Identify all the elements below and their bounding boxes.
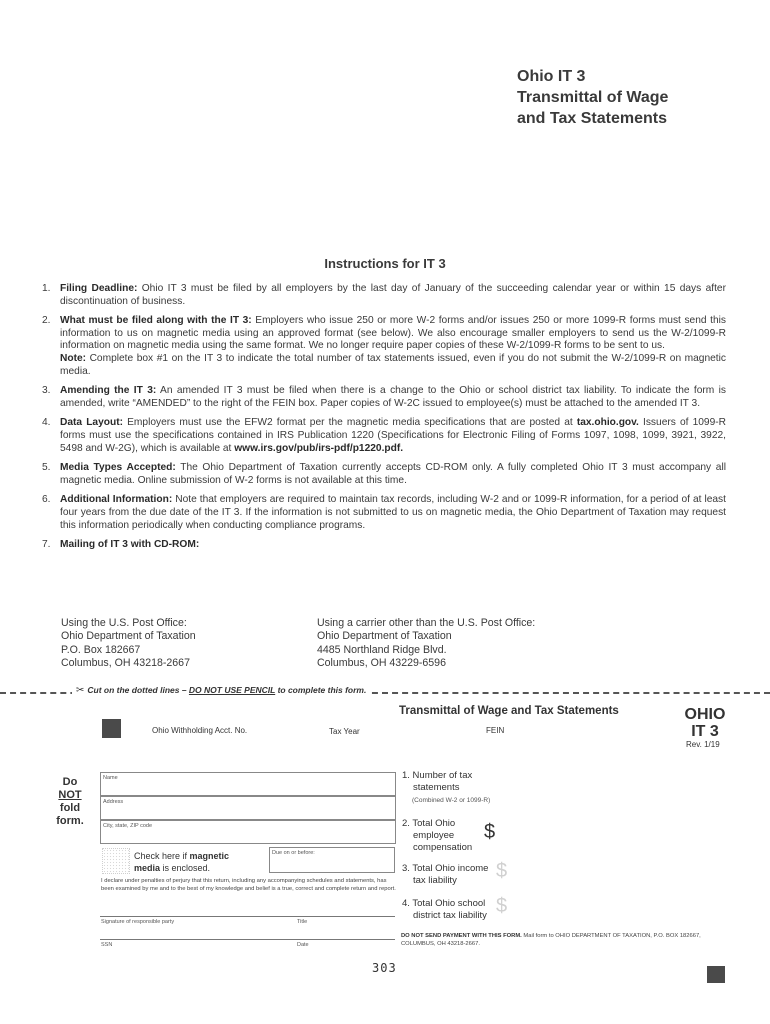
- address-line: Columbus, OH 43229-6596: [317, 657, 446, 670]
- item-lead: Filing Deadline:: [60, 283, 138, 294]
- instruction-item: [42, 315, 726, 378]
- address-line: Columbus, OH 43218-2667: [61, 657, 190, 670]
- box3-label: 3. Total Ohio income tax liability: [402, 863, 489, 886]
- item-text: Ohio IT 3 must be filed by all employers by the last day of January of the succeeding calendar year or within 15 days after discontinuation of business.: [60, 283, 726, 307]
- due-label: Due on or before:: [272, 850, 315, 856]
- fein-label: FEIN: [486, 726, 505, 735]
- item-number: 5.: [42, 462, 51, 474]
- box4-label: 4. Total Ohio school district tax liability: [402, 898, 487, 921]
- instruction-item: [42, 283, 726, 308]
- item-text: An amended IT 3 must be filed when there is a change to the Ohio or school district tax liability. To indicate the form is amended, write “AMENDED” to the right of the FEIN box. Paper copies of W-2C issued to employee(s) must be attached to the amended IT 3.: [60, 385, 726, 409]
- item-number: 6.: [42, 494, 51, 506]
- address-line: Ohio Department of Taxation: [317, 630, 452, 643]
- due-date-field[interactable]: [269, 847, 395, 873]
- instruction-item: [42, 417, 726, 455]
- address-carrier: [317, 617, 535, 671]
- title-line: Transmittal of Wage: [517, 89, 669, 106]
- registration-mark: [102, 719, 121, 738]
- item-text: The Ohio Department of Taxation currently accepts CD-ROM only. A fully completed Ohio IT 3 must accompany all magnetic media. Online submission of W-2 forms is not available at this time.: [60, 462, 726, 486]
- cut-instruction: ✂ Cut on the dotted lines – DO NOT USE PENCIL to complete this form.: [72, 685, 370, 696]
- instructions-list: [42, 283, 726, 559]
- item-number: 2.: [42, 315, 51, 327]
- tax-year-label: Tax Year: [329, 727, 360, 736]
- payment-note: DO NOT SEND PAYMENT WITH THIS FORM. Mail form to OHIO DEPARTMENT OF TAXATION, P.O. BOX 182667, COLUMBUS, OH 43218-2667.: [401, 933, 701, 947]
- tax-ohio-link[interactable]: tax.ohio.gov.: [576, 417, 639, 429]
- box2-input[interactable]: [498, 818, 720, 854]
- name-label: Name: [103, 775, 118, 781]
- magnetic-media-checkbox[interactable]: [102, 848, 130, 874]
- item-lead: Media Types Accepted:: [60, 462, 176, 474]
- box1-input[interactable]: [498, 770, 720, 808]
- dollar-sign: $: [496, 895, 508, 917]
- dollar-sign: $: [484, 821, 496, 843]
- ssn-date-line: [100, 939, 395, 940]
- box2-label: 2. Total Ohio employee compensation: [402, 818, 473, 853]
- item-lead: Data Layout:: [60, 417, 123, 429]
- address-line: Ohio Department of Taxation: [61, 630, 196, 643]
- title-line: and Tax Statements: [517, 110, 667, 127]
- ssn-label: SSN: [101, 942, 113, 948]
- note-text: Complete box #1 on the IT 3 to indicate the total number of tax statements issued, even if you do not submit the W-2/1099-R on magnetic media.: [60, 352, 726, 377]
- item-text: Employers who issue 250 or more W-2 forms and/or issues 250 or more 1099-R forms must send this information to us on magnetic media using an approved format (see below). We also encourage smaller employers to send us the W-2/1099-R information on magnetic media using the same format. We no longer require paper copies of these W-2/1099-R forms to be sent to us.: [60, 315, 726, 352]
- instruction-item: [42, 462, 726, 487]
- item-number: 4.: [42, 417, 51, 429]
- revision: Rev. 1/19: [686, 740, 720, 749]
- address-line: Using the U.S. Post Office:: [61, 617, 187, 629]
- declaration-text: I declare under penalties of perjury that this return, including any accompanying schedules and statements, has been examined by me and to the best of my knowledge and belief is a true, correct and complete return and report.: [101, 878, 396, 892]
- address-line: Using a carrier other than the U.S. Post Office:: [317, 617, 536, 629]
- ssn-date-field[interactable]: [100, 926, 395, 939]
- address-line: P.O. Box 182667: [61, 643, 141, 656]
- address-label: Address: [103, 799, 124, 805]
- ohio-label: OHIO: [684, 706, 726, 723]
- form-code: 303: [372, 961, 397, 975]
- form-id: [680, 706, 730, 740]
- item-text: Employers must use the EFW2 format per the magnetic media specifications that are posted at: [123, 417, 577, 429]
- do-not-fold-notice: Do NOT fold form.: [56, 776, 84, 827]
- registration-mark: [707, 966, 725, 983]
- address-field[interactable]: [100, 796, 396, 820]
- title-line: Ohio IT 3: [517, 68, 586, 85]
- dollar-sign: $: [496, 860, 508, 882]
- item-lead: Additional Information:: [60, 494, 173, 506]
- title-label: Title: [297, 919, 308, 925]
- item-lead: Mailing of IT 3 with CD-ROM:: [60, 539, 200, 551]
- it3-label: IT 3: [691, 723, 719, 740]
- item-text: Issuers of 1099-R forms must use the specifications contained in IRS Publication 1220 (Specifications for Electronic Filing of Forms 1097, 1098, 1099, 3921, 3922, 5498 and W-2G), which is available at: [60, 417, 726, 454]
- item-number: 3.: [42, 385, 51, 397]
- document-title: [517, 66, 668, 129]
- instructions-heading: Instructions for IT 3: [324, 256, 446, 271]
- city-state-zip-field[interactable]: [100, 820, 396, 844]
- scissors-icon: ✂: [76, 685, 85, 696]
- instruction-item: [42, 385, 726, 410]
- item-lead: What must be filed along with the IT 3:: [60, 315, 252, 327]
- box1-label: 1. Number of tax statements: [402, 770, 473, 793]
- item-number: 7.: [42, 539, 51, 551]
- name-field[interactable]: [100, 772, 396, 796]
- address-usps: [61, 617, 196, 671]
- address-line: 4485 Northland Ridge Blvd.: [317, 643, 447, 656]
- magnetic-media-label: Check here if magnetic media is enclosed.: [134, 851, 230, 873]
- note-lead: Note:: [60, 352, 87, 364]
- date-label: Date: [297, 942, 309, 948]
- signature-label: Signature of responsible party: [101, 919, 175, 925]
- instruction-item: [42, 494, 726, 532]
- form-title: Transmittal of Wage and Tax Statements: [399, 705, 619, 717]
- item-text: Note that employers are required to maintain tax records, including W-2 and or 1099-R information, for a period of at least four years from the due date of the IT 3. If the information is not submitted to us on magnetic media, the Ohio Department of Taxation may request this information periodically when conducting compliance programs.: [60, 494, 726, 531]
- irs-link[interactable]: www.irs.gov/pub/irs-pdf/p1220.pdf.: [234, 442, 404, 454]
- city-label: City, state, ZIP code: [103, 823, 153, 829]
- box1-sublabel: (Combined W-2 or 1099-R): [412, 797, 491, 804]
- box4-input[interactable]: [510, 897, 720, 923]
- item-number: 1.: [42, 283, 51, 294]
- acct-label: Ohio Withholding Acct. No.: [152, 726, 248, 735]
- instruction-item: [42, 539, 726, 552]
- box3-input[interactable]: [510, 862, 720, 888]
- item-lead: Amending the IT 3:: [60, 385, 157, 397]
